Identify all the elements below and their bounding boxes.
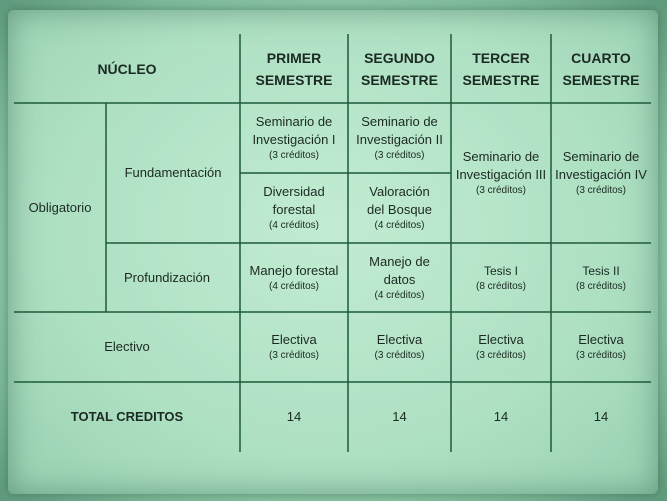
course-electiva-1: Electiva (3 créditos) [268, 332, 319, 361]
row-label-fundamentacion: Fundamentación [124, 165, 222, 180]
course-seminario-3: Seminario de Investigación III (3 créditos) [455, 149, 547, 196]
header-nucleo: NÚCLEO [97, 61, 157, 77]
header-semester-3: TERCER SEMESTRE [462, 50, 540, 88]
course-seminario-2: Seminario de Investigación II (3 créditos) [356, 114, 443, 161]
header-semester-4: CUARTO SEMESTRE [562, 50, 640, 88]
total-semester-2: 14 [392, 409, 407, 424]
total-semester-3: 14 [493, 409, 509, 424]
course-seminario-1: Seminario de Investigación I (3 créditos) [252, 114, 336, 161]
course-tesis-1: Tesis I (8 créditos) [475, 263, 526, 292]
course-electiva-4: Electiva (3 créditos) [575, 332, 626, 361]
course-seminario-4: Seminario de Investigación IV (3 créditos) [555, 149, 647, 196]
row-label-electivo: Electivo [104, 339, 150, 354]
course-tesis-2: Tesis II (8 créditos) [575, 263, 626, 292]
course-electiva-3: Electiva (3 créditos) [475, 332, 526, 361]
course-diversidad-forestal: Diversidad forestal (4 créditos) [263, 184, 325, 231]
course-valoracion-bosque: Valoración del Bosque (4 créditos) [366, 184, 433, 231]
row-label-obligatorio: Obligatorio [28, 199, 92, 215]
course-electiva-2: Electiva (3 créditos) [374, 332, 425, 361]
total-semester-4: 14 [593, 409, 609, 424]
row-label-profundizacion: Profundización [124, 269, 210, 285]
course-manejo-datos: Manejo de datos (4 créditos) [369, 253, 430, 301]
total-semester-1: 14 [286, 409, 302, 424]
header-semester-1: PRIMER SEMESTRE [255, 50, 333, 88]
row-label-total-creditos: TOTAL CREDITOS [70, 409, 184, 424]
header-semester-2: SEGUNDO SEMESTRE [360, 50, 438, 88]
course-manejo-forestal: Manejo forestal (4 créditos) [249, 262, 339, 292]
